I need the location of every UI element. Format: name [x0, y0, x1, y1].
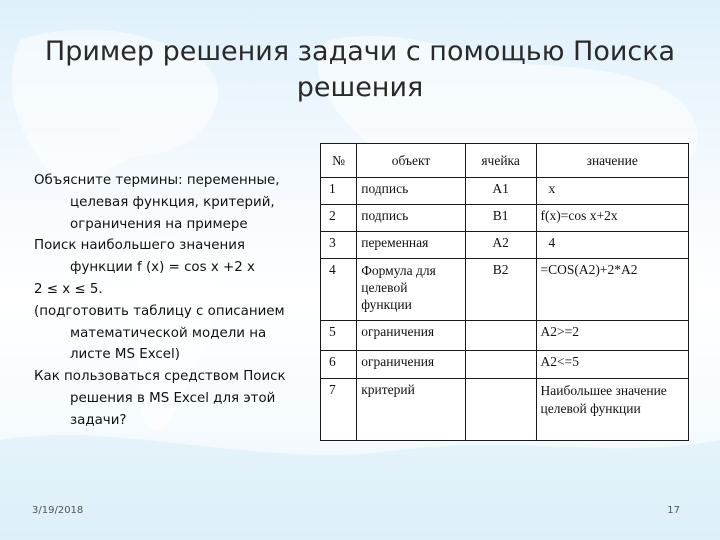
row-number: 6 [321, 351, 357, 379]
header-number: № [321, 144, 357, 178]
row-cell: A2 [465, 232, 536, 259]
table-row [321, 232, 689, 259]
task-line: задачи? [70, 412, 127, 428]
row-value: Наибольшее значение целевой функции [536, 379, 689, 441]
header-cell: ячейка [465, 144, 536, 178]
task-line: целевая функция, критерий, [70, 194, 275, 210]
row-value: 4 [536, 232, 689, 259]
row-value: f(x)=cos x+2x [536, 205, 689, 232]
table-row [321, 259, 689, 321]
model-table [320, 143, 689, 441]
slide-number: 17 [667, 505, 680, 516]
row-cell [465, 351, 536, 379]
row-object: ограничения [357, 321, 466, 351]
task-line: ограничения на примере [70, 216, 248, 232]
header-value: значение [536, 144, 689, 178]
row-number: 1 [321, 178, 357, 205]
task-line: листе MS Excel) [70, 347, 180, 363]
row-value: A2>=2 [536, 321, 689, 351]
task-line: Объясните термины: переменные, [34, 173, 280, 188]
row-number: 2 [321, 205, 357, 232]
row-cell: A1 [465, 178, 536, 205]
row-number: 4 [321, 259, 357, 321]
table-row [321, 205, 689, 232]
row-value: A2<=5 [536, 351, 689, 379]
task-line: решения в MS Excel для этой [70, 390, 276, 406]
header-object: объект [357, 144, 466, 178]
row-number: 5 [321, 321, 357, 351]
row-number: 3 [321, 232, 357, 259]
row-cell [465, 321, 536, 351]
table-header-row [321, 144, 689, 178]
task-line: (подготовить таблицу с описанием [34, 303, 285, 319]
table-row [321, 178, 689, 205]
row-value: =COS(A2)+2*A2 [536, 259, 689, 321]
task-line: Как пользоваться средством Поиск [34, 369, 286, 385]
row-object: Формула для целевой функции [357, 259, 466, 321]
task-line: Поиск наибольшего значения [34, 238, 245, 254]
row-object: критерий [357, 379, 466, 441]
slide-title-line-2: решения [296, 72, 424, 103]
footer-date: 3/19/2018 [32, 505, 84, 516]
row-cell: B1 [465, 205, 536, 232]
task-line: функции f (x) = cos x +2 x [70, 260, 255, 276]
row-object: ограничения [357, 351, 466, 379]
row-object: подпись [357, 205, 466, 232]
row-number: 7 [321, 379, 357, 441]
task-line: математической модели на [70, 325, 267, 341]
table-row [321, 379, 689, 441]
task-line: 2 ≤ x ≤ 5. [34, 281, 103, 297]
row-object: переменная [357, 232, 466, 259]
slide-title [40, 34, 680, 106]
row-value: x [536, 178, 689, 205]
table-row [321, 351, 689, 379]
row-cell: B2 [465, 259, 536, 321]
row-object: подпись [357, 178, 466, 205]
task-description [34, 170, 316, 432]
slide-title-line-1: Пример решения задачи с помощью Поиска [44, 36, 676, 67]
table-row [321, 321, 689, 351]
row-cell [465, 379, 536, 441]
